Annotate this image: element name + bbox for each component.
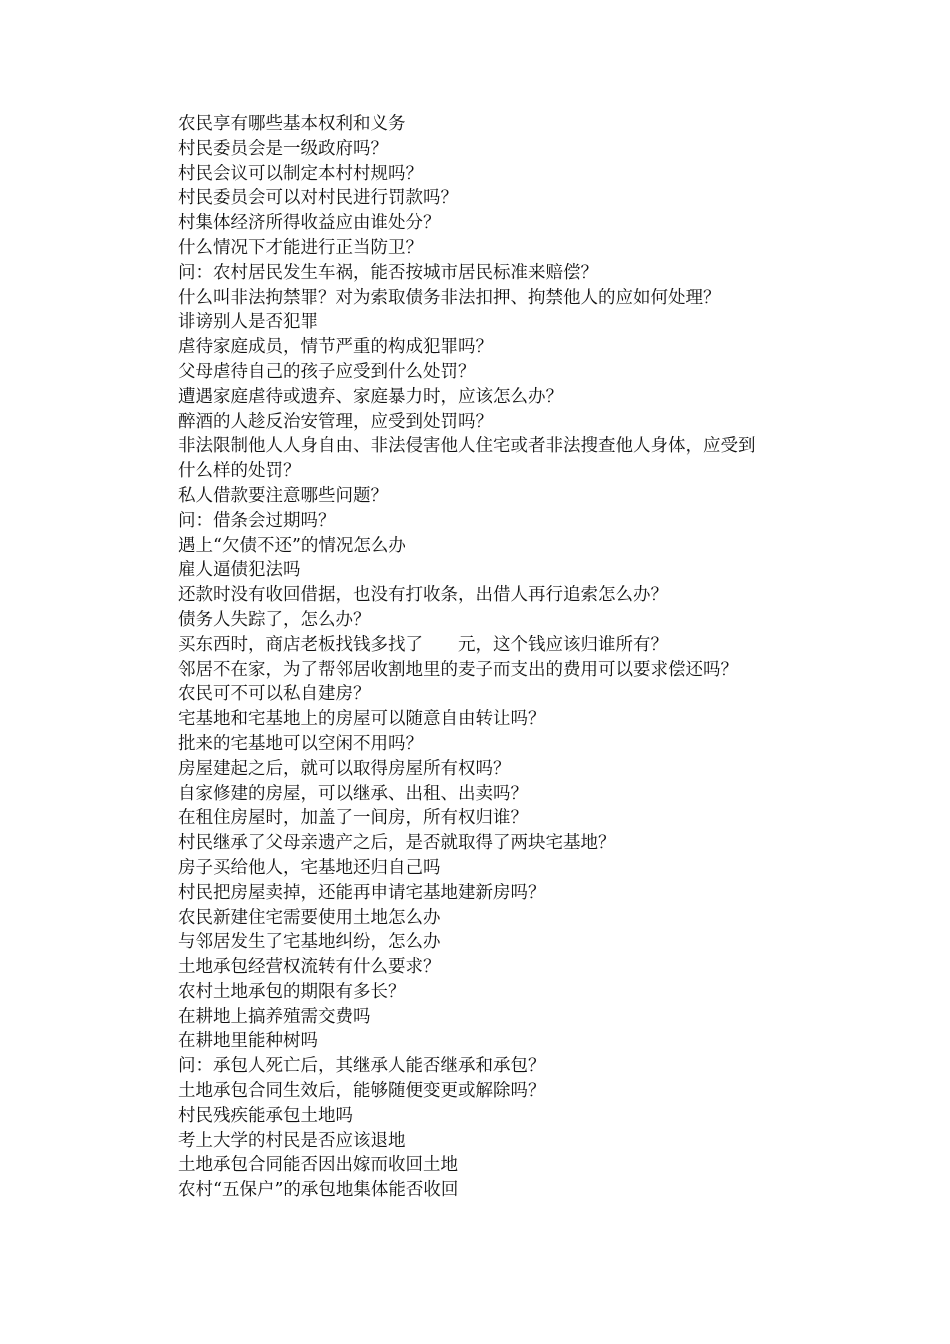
question-line: 考上大学的村民是否应该退地 [178, 1130, 406, 1151]
question-line: 自家修建的房屋，可以继承、出租、出卖吗？ [178, 783, 528, 804]
question-line: 什么叫非法拘禁罪？对为索取债务非法扣押、拘禁他人的应如何处理？ [178, 287, 721, 308]
question-line: 雇人逼债犯法吗 [178, 560, 301, 581]
question-line: 什么情况下才能进行正当防卫？ [178, 237, 423, 258]
question-line: 土地承包经营权流转有什么要求？ [178, 957, 441, 978]
question-line: 农民新建住宅需要使用土地怎么办 [178, 907, 441, 928]
question-line: 村民会议可以制定本村村规吗？ [178, 163, 423, 184]
question-line: 诽谤别人是否犯罪 [178, 312, 318, 333]
question-line: 债务人失踪了，怎么办？ [178, 609, 371, 630]
question-line: 土地承包合同生效后，能够随便变更或解除吗？ [178, 1081, 546, 1102]
question-line: 在耕地上搞养殖需交费吗 [178, 1006, 371, 1027]
question-line: 农民享有哪些基本权利和义务 [178, 114, 406, 134]
question-line: 农村土地承包的期限有多长？ [178, 981, 406, 1002]
question-line: 与邻居发生了宅基地纠纷，怎么办 [178, 932, 441, 953]
question-line: 村集体经济所得收益应由谁处分？ [178, 213, 441, 234]
question-line: 宅基地和宅基地上的房屋可以随意自由转让吗？ [178, 709, 546, 730]
question-line: 什么样的处罚？ [178, 461, 301, 482]
question-line: 遇上“欠债不还”的情况怎么办 [178, 535, 406, 556]
question-line: 虐待家庭成员，情节严重的构成犯罪吗？ [178, 337, 493, 358]
question-line: 买东西时，商店老板找钱多找了 元，这个钱应该归谁所有？ [178, 634, 668, 655]
question-line: 醉酒的人趁反治安管理，应受到处罚吗？ [178, 411, 493, 432]
question-line: 村民继承了父母亲遗产之后，是否就取得了两块宅基地？ [178, 833, 616, 854]
question-line: 遭遇家庭虐待或遗弃、家庭暴力时，应该怎么办？ [178, 386, 563, 407]
question-line: 农村“五保户”的承包地集体能否收回 [178, 1180, 459, 1201]
question-line: 房屋建起之后，就可以取得房屋所有权吗？ [178, 758, 511, 779]
question-line: 村民委员会可以对村民进行罚款吗？ [178, 188, 458, 209]
question-line: 在耕地里能种树吗 [178, 1031, 318, 1052]
question-line: 邻居不在家，为了帮邻居收割地里的麦子而支出的费用可以要求偿还吗？ [178, 659, 738, 680]
question-line: 批来的宅基地可以空闲不用吗？ [178, 733, 423, 754]
question-line: 问：承包人死亡后，其继承人能否继承和承包？ [178, 1056, 546, 1077]
question-line: 父母虐待自己的孩子应受到什么处罚？ [178, 361, 476, 382]
question-list [178, 112, 818, 1203]
question-line: 村民委员会是一级政府吗？ [178, 138, 388, 159]
question-line: 在租住房屋时，加盖了一间房，所有权归谁？ [178, 808, 528, 829]
question-line: 私人借款要注意哪些问题？ [178, 485, 388, 506]
question-line: 房子买给他人，宅基地还归自己吗 [178, 857, 441, 878]
question-line: 问：借条会过期吗？ [178, 510, 336, 531]
question-line: 土地承包合同能否因出嫁而收回土地 [178, 1155, 458, 1176]
question-line: 还款时没有收回借据，也没有打收条，出借人再行追索怎么办？ [178, 585, 668, 606]
question-line: 村民把房屋卖掉，还能再申请宅基地建新房吗？ [178, 882, 546, 903]
question-line: 非法限制他人人身自由、非法侵害他人住宅或者非法搜查他人身体，应受到 [178, 436, 756, 457]
question-line: 村民残疾能承包土地吗 [178, 1105, 353, 1126]
question-line: 问：农村居民发生车祸，能否按城市居民标准来赔偿？ [178, 262, 598, 283]
question-line: 农民可不可以私自建房？ [178, 684, 371, 705]
